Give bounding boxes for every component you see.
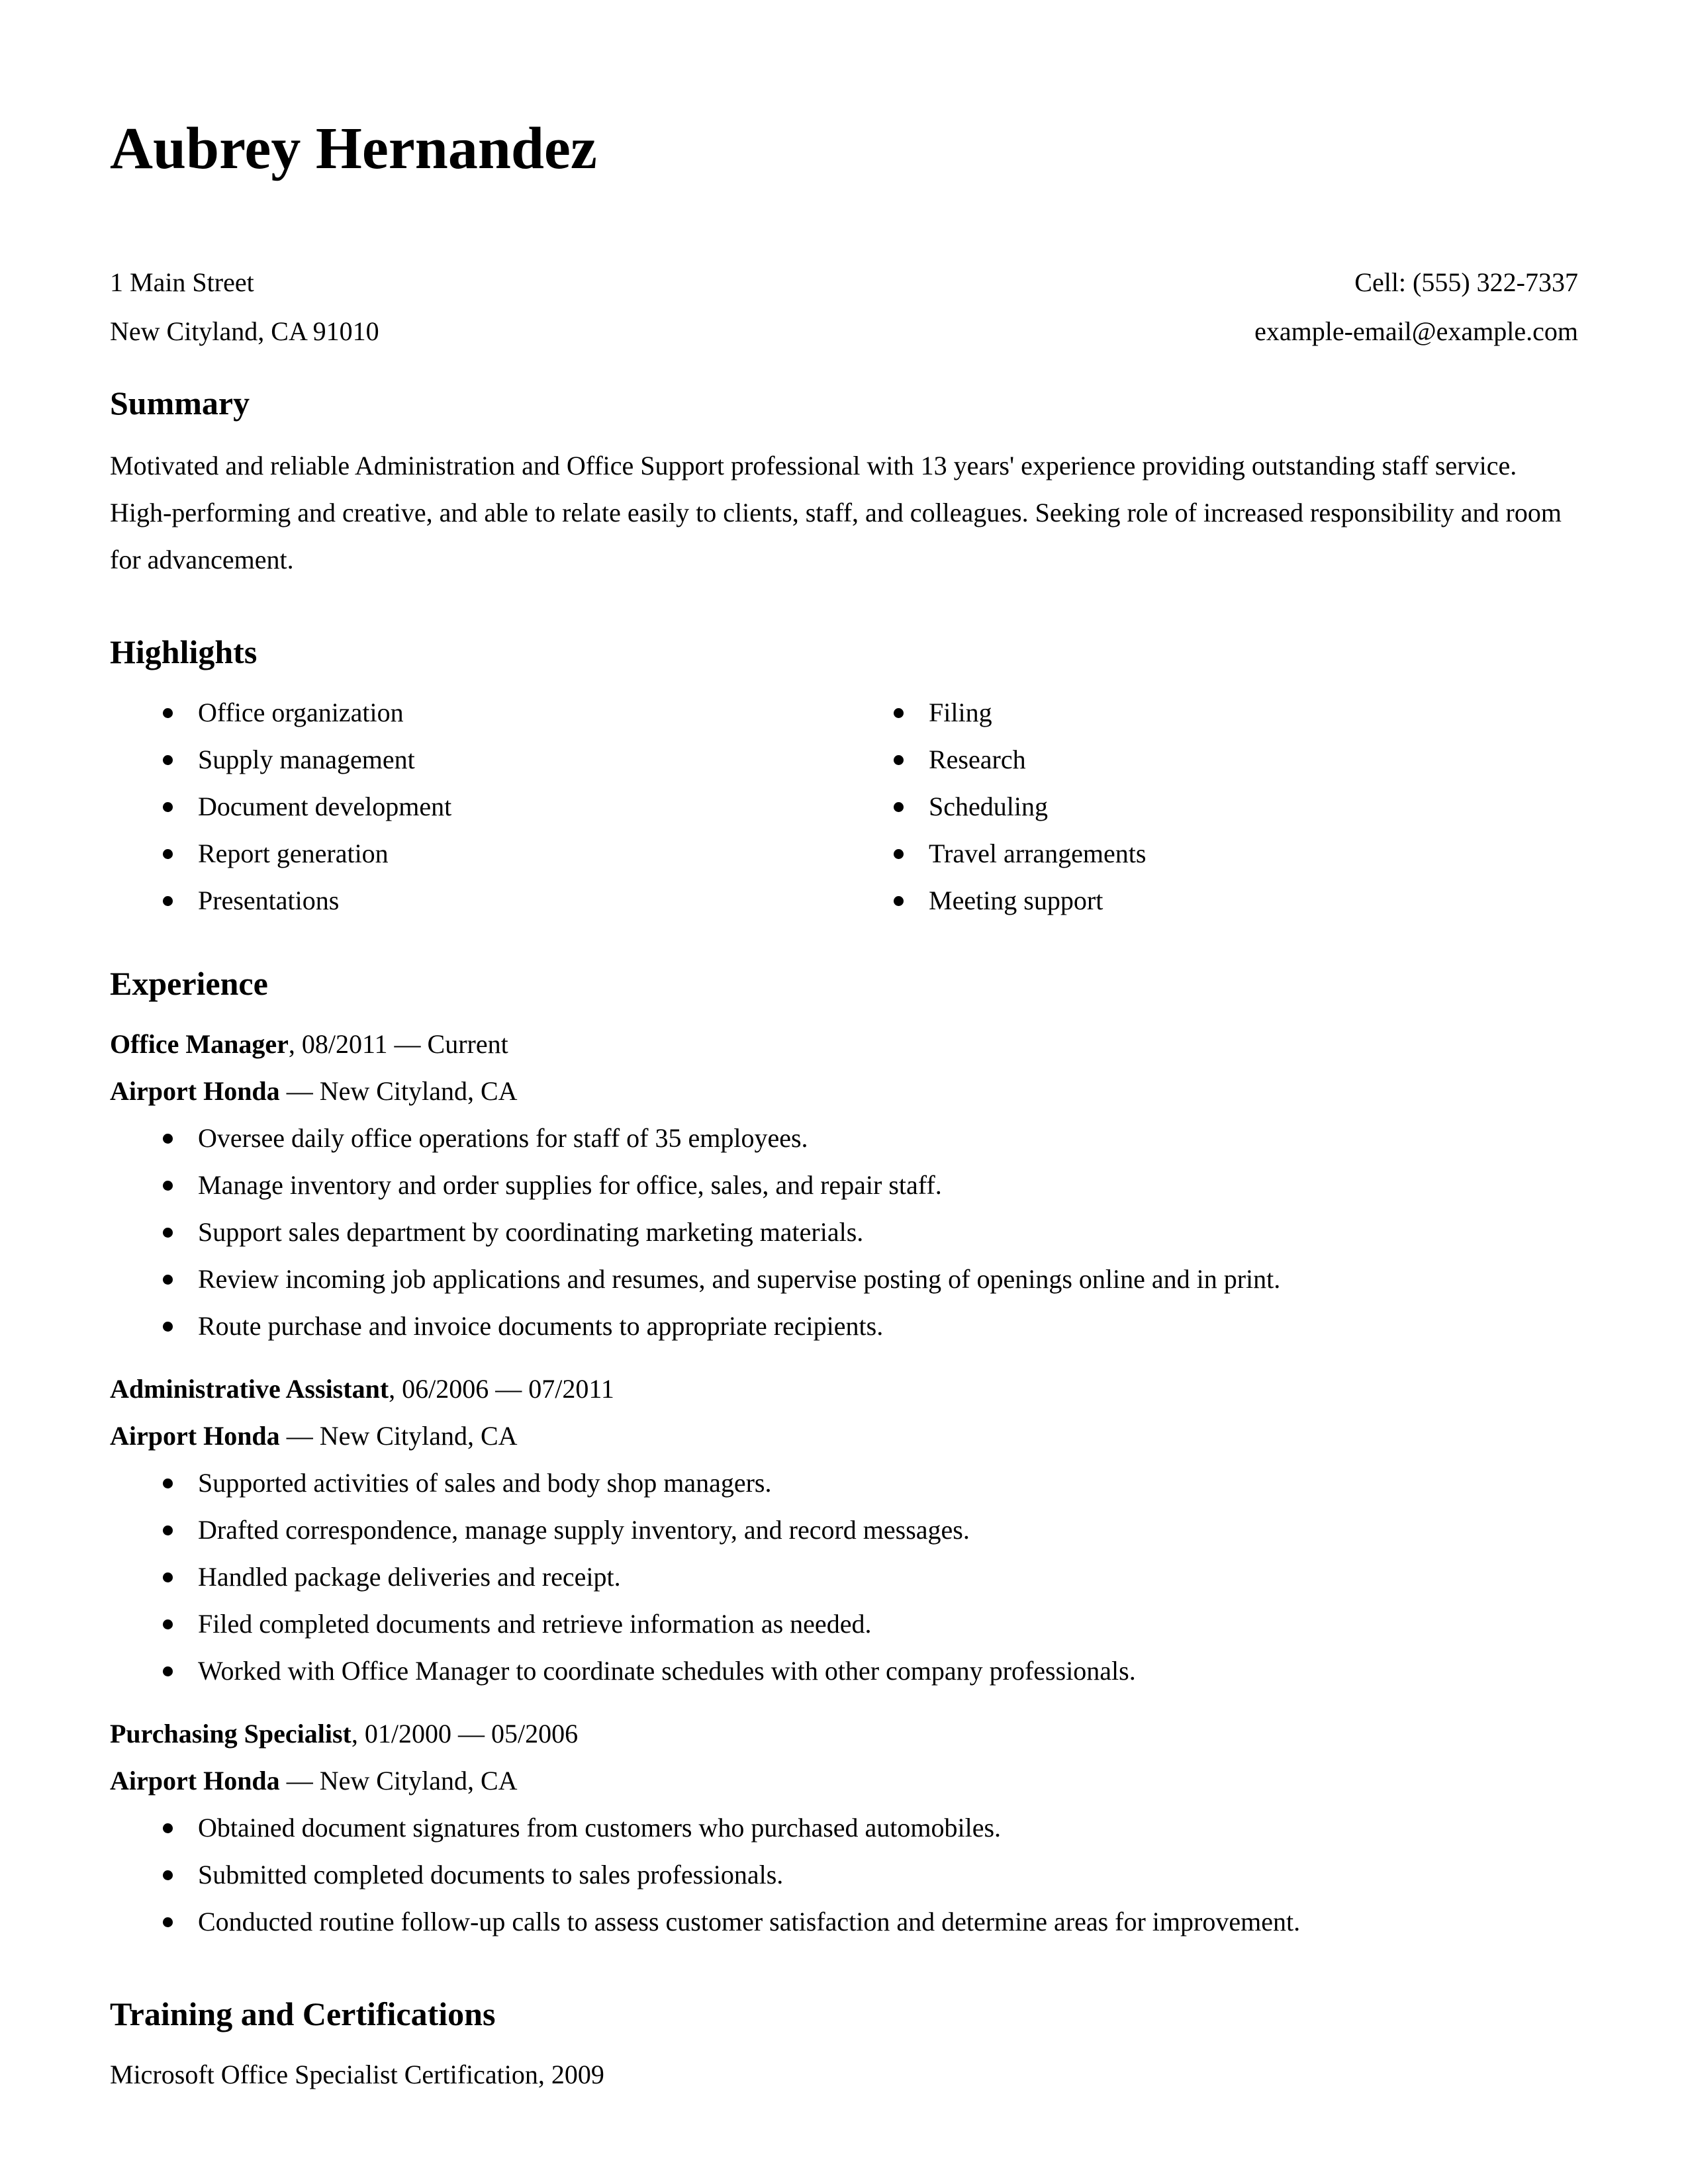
address-line-2: New Cityland, CA 91010 [110, 316, 379, 346]
training-heading: Training and Certifications [110, 1995, 496, 2032]
job-company: Airport Honda [110, 1421, 280, 1451]
job-location: — New Cityland, CA [279, 1076, 518, 1106]
job-bullet: Handled package deliveries and receipt. [110, 1553, 1578, 1600]
job-bullet: Conducted routine follow-up calls to assess customer satisfaction and determine areas for improvement. [110, 1898, 1578, 1945]
job-dates: , 06/2006 — 07/2011 [389, 1374, 614, 1404]
job-bullets [110, 1804, 1578, 1945]
address-line-1: 1 Main Street [110, 267, 254, 297]
job-dates: , 01/2000 — 05/2006 [351, 1719, 579, 1749]
job-bullet: Oversee daily office operations for staff of 35 employees. [110, 1115, 1578, 1161]
job-location: — New Cityland, CA [279, 1766, 518, 1796]
highlight-item: Report generation [110, 830, 841, 877]
job-title: Office Manager [110, 1029, 289, 1059]
job-title: Purchasing Specialist [110, 1719, 352, 1749]
job-title: Administrative Assistant [110, 1374, 389, 1404]
highlight-item: Meeting support [841, 877, 1146, 924]
experience-heading: Experience [110, 965, 268, 1002]
job-bullet: Review incoming job applications and resumes, and supervise posting of openings online and in print. [110, 1255, 1578, 1302]
highlights-heading: Highlights [110, 633, 258, 670]
highlight-item: Office organization [110, 689, 841, 736]
job-bullet: Support sales department by coordinating marketing materials. [110, 1208, 1578, 1255]
job-entry [110, 1710, 1578, 1945]
job-bullet: Route purchase and invoice documents to appropriate recipients. [110, 1302, 1578, 1349]
job-bullet: Obtained document signatures from customers who purchased automobiles. [110, 1804, 1578, 1851]
job-title-line [110, 1365, 1578, 1412]
highlight-item: Filing [841, 689, 1146, 736]
phone-number: Cell: (555) 322-7337 [1354, 267, 1578, 297]
job-company: Airport Honda [110, 1076, 280, 1106]
highlights-list [110, 689, 1578, 924]
job-bullet: Filed completed documents and retrieve information as needed. [110, 1600, 1578, 1647]
contact-block [110, 258, 1578, 356]
highlight-item: Travel arrangements [841, 830, 1146, 877]
address-block [110, 258, 379, 356]
highlights-column-2 [841, 689, 1146, 924]
job-company-line [110, 1068, 1578, 1115]
candidate-name: Aubrey Hernandez [110, 116, 597, 181]
highlight-item: Document development [110, 783, 841, 830]
experience-list [110, 1021, 1578, 1945]
job-bullets [110, 1459, 1578, 1694]
summary-text: Motivated and reliable Administration and Office Support professional with 13 years' experience providing outstanding staff service. High-performing and creative, and able to relate easily to clients, staff, and colleagues. Seeking role of increased responsibility and room for advancement. [110, 451, 1562, 574]
job-title-line [110, 1021, 1578, 1068]
job-bullet: Drafted correspondence, manage supply inventory, and record messages. [110, 1506, 1578, 1553]
phone-email-block [1254, 258, 1578, 356]
job-location: — New Cityland, CA [279, 1421, 518, 1451]
highlights-column-1 [110, 689, 841, 924]
job-bullet: Submitted completed documents to sales professionals. [110, 1851, 1578, 1898]
job-bullets [110, 1115, 1578, 1349]
job-bullet: Supported activities of sales and body shop managers. [110, 1459, 1578, 1506]
highlight-item: Scheduling [841, 783, 1146, 830]
highlight-item: Supply management [110, 736, 841, 783]
job-entry [110, 1365, 1578, 1694]
training-text: Microsoft Office Specialist Certification, 2009 [110, 2060, 604, 2089]
job-bullet: Worked with Office Manager to coordinate schedules with other company professionals. [110, 1647, 1578, 1694]
email-address: example-email@example.com [1254, 316, 1578, 346]
job-entry [110, 1021, 1578, 1349]
job-title-line [110, 1710, 1578, 1757]
highlight-item: Research [841, 736, 1146, 783]
job-dates: , 08/2011 — Current [288, 1029, 508, 1059]
job-company: Airport Honda [110, 1766, 280, 1796]
job-bullet: Manage inventory and order supplies for office, sales, and repair staff. [110, 1161, 1578, 1208]
job-company-line [110, 1757, 1578, 1804]
highlight-item: Presentations [110, 877, 841, 924]
resume-page [110, 116, 1578, 2098]
job-company-line [110, 1412, 1578, 1459]
summary-heading: Summary [110, 385, 250, 422]
